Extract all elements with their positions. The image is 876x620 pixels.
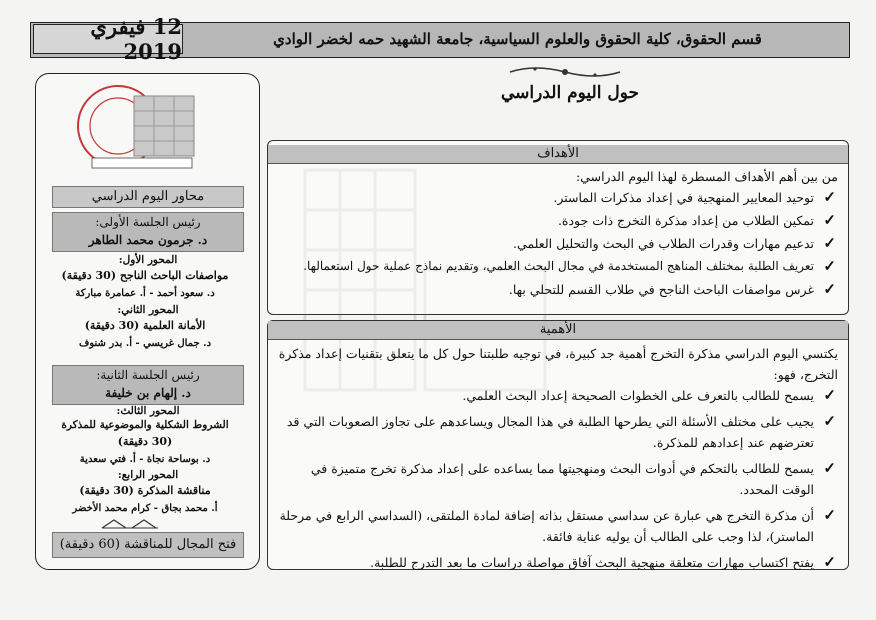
axis3-speakers: د. بوساحة نجاة - أ. فتي سعدية [79, 454, 211, 465]
axis3-label: المحور الثالث: [116, 405, 180, 417]
checkmark-icon: ✓ [823, 412, 836, 430]
list-item-text: يسمح للطالب بالتعرف على الخطوات الصحيحة إعداد البحث العلمي. [462, 388, 814, 403]
axis3-text: الشروط الشكلية والموضوعية للمذكرة [61, 419, 229, 431]
axis2-text: الأمانة العلمية (30 دقيقة) [84, 319, 206, 332]
list-item [276, 458, 836, 500]
importance-list [268, 385, 848, 573]
checkmark-icon: ✓ [823, 506, 836, 524]
event-date: 12 فيفري 2019 [33, 24, 183, 54]
list-item-text: تمكين الطلاب من إعداد مذكرة التخرج ذات جودة. [557, 213, 814, 228]
checkmark-icon: ✓ [823, 386, 836, 404]
objectives-list [268, 186, 848, 301]
checkmark-icon: ✓ [823, 211, 836, 229]
main-title: حول اليوم الدراسي [501, 83, 639, 103]
checkmark-icon: ✓ [823, 234, 836, 252]
list-item-text: غرس مواصفات الباحث الناجح في طلاب القسم للتحلي بها. [508, 282, 814, 297]
checkmark-icon: ✓ [823, 553, 836, 571]
session2-chair: د. إلهام بن خليفة [105, 386, 191, 400]
session2-box [52, 365, 244, 405]
list-item [276, 385, 836, 406]
axis3-time: (30 دقيقة) [117, 435, 173, 448]
list-item [276, 186, 836, 209]
checkmark-icon: ✓ [823, 280, 836, 298]
session1-chair: د. جرمون محمد الطاهر [88, 233, 208, 247]
ornament-icon [505, 64, 625, 80]
axis2-label: المحور الثاني: [117, 304, 179, 316]
axis2-speakers: د. جمال غريسي - أ. بدر شنوف [78, 338, 212, 349]
list-item [276, 552, 836, 573]
list-item-text: توحيد المعايير المنهجية في إعداد مذكرات الماستر. [553, 190, 814, 205]
importance-intro: يكتسي اليوم الدراسي مذكرة التخرج أهمية جد كبيرة، في توجيه طلبتنا حول كل ما يتعلق بتقنيات إعداد مذكرة التخرج، فهو: [278, 346, 838, 382]
list-item [276, 411, 836, 453]
importance-heading: الأهمية [268, 321, 848, 340]
objectives-intro: من بين أهم الأهداف المسطرة لهذا اليوم الدراسي: [575, 169, 838, 184]
university-seal-icon [72, 78, 200, 174]
sidebar-axes-title: محاور اليوم الدراسي [52, 186, 244, 208]
axis1-speakers: د. سعود أحمد - أ. عمامرة مباركة [75, 288, 215, 299]
header-title: قسم الحقوق، كلية الحقوق والعلوم السياسية، جامعة الشهيد حمه لخضر الوادي [273, 30, 762, 48]
importance-panel [267, 320, 849, 570]
list-item-text: يفتح اكتساب مهارات متعلقة منهجية البحث آفاق مواصلة دراسات ما بعد التدرج للطلبة. [370, 555, 814, 570]
session1-head: رئيس الجلسة الأولى: [95, 215, 201, 229]
list-item [276, 505, 836, 547]
checkmark-icon: ✓ [823, 459, 836, 477]
axis4-label: المحور الرابع: [117, 469, 179, 481]
list-item-text: تعريف الطلبة بمختلف المناهج المستخدمة في مجال البحث العلمي، وتقديم نماذج عملية حول استعمالها. [303, 259, 814, 273]
list-item-text: تدعيم مهارات وقدرات الطلاب في البحث والتحليل العلمي. [513, 236, 814, 251]
objectives-heading: الأهداف [268, 145, 848, 164]
list-item-text: أن مذكرة التخرج هي عبارة عن سداسي مستقل بذاته إضافة لمادة الملتقى، (السداسي الرابع في مرحلة الماستر)، لذا وجب على الطالب أن يوليه عناية فائقة. [279, 508, 814, 544]
session2-head: رئيس الجلسة الثانية: [96, 368, 200, 382]
list-item [276, 232, 836, 255]
list-item-text: يسمح للطالب بالتحكم في أدوات البحث ومنهجيتها مما يساعده على إعداد مذكرة تخرج متميزة في الوقت المحدد. [310, 461, 814, 497]
checkmark-icon: ✓ [823, 257, 836, 275]
axis4-text: مناقشة المذكرة (30 دقيقة) [79, 484, 211, 497]
books-icon [100, 516, 160, 530]
session1-box [52, 212, 244, 252]
axis1-label: المحور الأول: [118, 254, 178, 266]
objectives-panel [267, 140, 849, 315]
list-item-text: يجيب على مختلف الأسئلة التي يطرحها الطلبة في هذا المجال ويساعدهم على تجاوز الصعوبات التي قد تعترضهم عند إعدادهم للمذكرة. [286, 414, 814, 450]
checkmark-icon: ✓ [823, 188, 836, 206]
discussion-slot: فتح المجال للمناقشة (60 دقيقة) [52, 532, 244, 558]
list-item [276, 255, 836, 278]
axis1-text: مواصفات الباحث الناجح (30 دقيقة) [61, 269, 229, 282]
list-item [276, 278, 836, 301]
axis4-speakers: أ. محمد بجاق - كرام محمد الأخضر [72, 503, 218, 514]
list-item [276, 209, 836, 232]
